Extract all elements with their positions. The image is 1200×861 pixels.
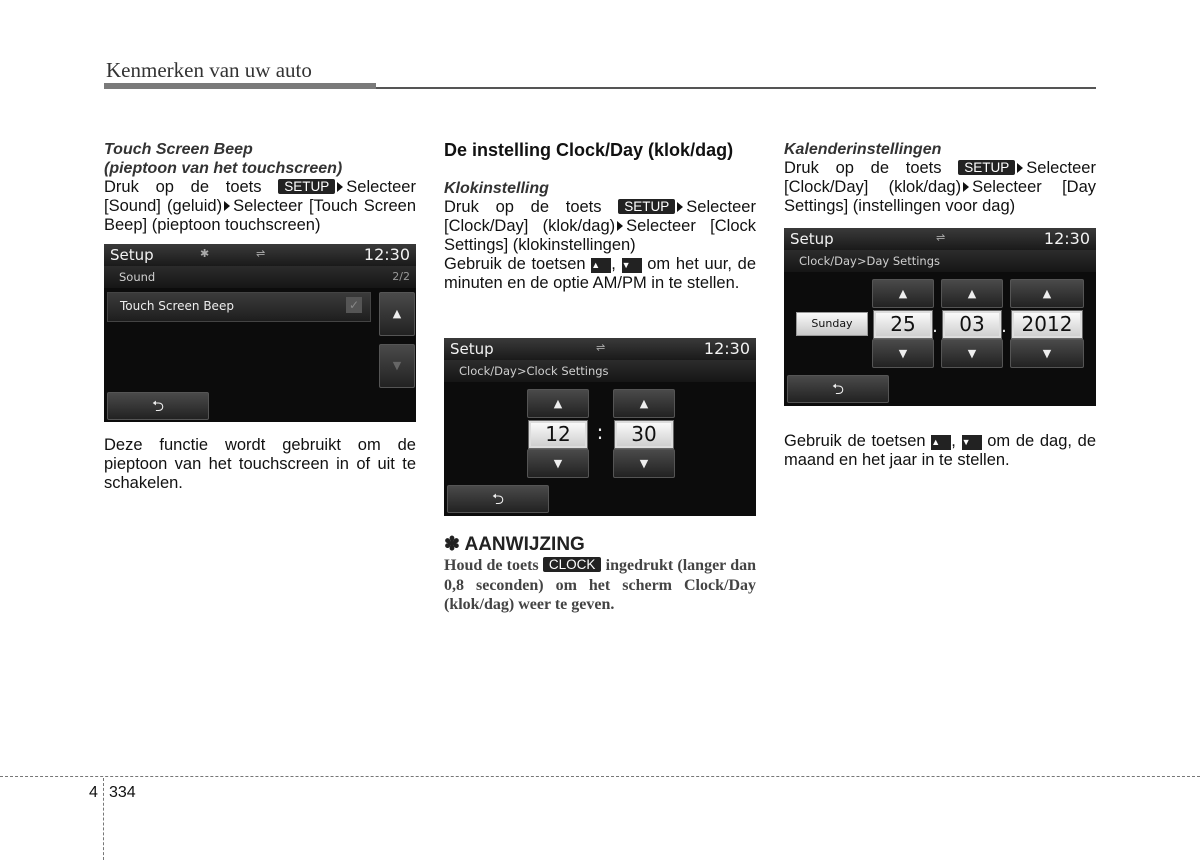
screen-titlebar: [784, 228, 1096, 250]
up-key-icon: ▲: [591, 258, 611, 273]
instruction-paragraph-2: Gebruik de toetsen ▲ , ▼ om het uur, de minuten en de optie AM/PM in te stellen.: [444, 255, 757, 292]
back-button[interactable]: [447, 485, 549, 513]
subheading-kalenderinstellingen: Kalenderinstellingen: [784, 141, 942, 158]
arrow-down-icon: ▼: [898, 347, 908, 360]
hour-down-button[interactable]: [527, 449, 589, 478]
text: Selecteer [Clock/Day] (klok/dag): [444, 198, 756, 235]
setup-key-badge: SETUP: [278, 179, 335, 194]
screen-breadcrumb: Sound: [119, 270, 156, 284]
arrow-up-icon: ▲: [553, 397, 563, 410]
page-indicator: 2/2: [392, 270, 410, 283]
arrow-down-icon: ▼: [392, 359, 402, 372]
setup-key-badge: SETUP: [618, 199, 675, 214]
page-header-title: Kenmerken van uw auto: [106, 58, 312, 82]
subheading-pieptoon: (pieptoon van het touchscreen): [104, 160, 343, 177]
screen-sound-setup: [104, 244, 416, 422]
date-separator: .: [1001, 316, 1007, 337]
note-text: [444, 556, 756, 615]
back-button[interactable]: [787, 375, 889, 403]
month-value[interactable]: 03: [943, 311, 1001, 338]
text: Gebruik de toetsen: [784, 432, 926, 450]
header-rule: [104, 83, 376, 89]
screen-clock: 12:30: [363, 245, 410, 264]
text: Druk op de toets: [104, 178, 262, 196]
text: Houd de toets: [444, 557, 539, 574]
arrow-right-icon: [617, 221, 623, 231]
arrow-up-icon: ▲: [639, 397, 649, 410]
text: Selecteer [Touch Screen Beep] (pieptoon touchscreen): [104, 197, 416, 234]
usb-icon: ⇌: [936, 231, 946, 244]
text: Druk op de toets: [444, 198, 602, 216]
year-down-button[interactable]: [1010, 339, 1084, 368]
instruction-paragraph: [444, 198, 756, 255]
subheading-touch-screen-beep: Touch Screen Beep: [104, 141, 253, 158]
setup-key-badge: SETUP: [958, 160, 1015, 175]
screen-clock: 12:30: [703, 339, 750, 358]
section-number: 4: [89, 784, 98, 801]
day-down-button[interactable]: [872, 339, 934, 368]
day-value[interactable]: 25: [874, 311, 932, 338]
arrow-down-icon: ▼: [639, 457, 649, 470]
year-up-button[interactable]: [1010, 279, 1084, 308]
subheading-klokinstelling: Klokinstelling: [444, 180, 549, 197]
header-rule-thin: [376, 87, 1096, 89]
screen-breadcrumb: Clock/Day>Day Settings: [799, 254, 940, 268]
arrow-down-icon: ▼: [1042, 347, 1052, 360]
arrow-up-icon: ▲: [898, 287, 908, 300]
arrow-down-icon: ▼: [967, 347, 977, 360]
text: Selecteer [Day Settings] (instellingen voor dag): [784, 178, 1096, 215]
screen-subbar: [444, 360, 756, 382]
instruction-paragraph: [104, 178, 416, 235]
arrow-right-icon: [224, 201, 230, 211]
column-clock-day: [444, 141, 756, 293]
column-touch-screen-beep: [104, 140, 416, 235]
note-title: ✽ AANWIJZING: [444, 534, 585, 555]
note-block: [444, 534, 756, 615]
screen-titlebar: [444, 338, 756, 360]
month-up-button[interactable]: [941, 279, 1003, 308]
date-separator: .: [932, 316, 938, 337]
screen-titlebar: [104, 244, 416, 266]
down-key-icon: ▼: [622, 258, 642, 273]
text: om het uur, de minuten en de optie AM/PM in te stellen.: [444, 255, 757, 292]
screen-day-settings: [784, 228, 1096, 406]
page-number: 334: [109, 784, 136, 801]
back-arrow-icon: ⮌: [491, 490, 504, 508]
clock-key-badge: CLOCK: [543, 557, 602, 572]
arrow-right-icon: [677, 202, 683, 212]
text: Druk op de toets: [784, 159, 942, 177]
hour-up-button[interactable]: [527, 389, 589, 418]
minute-down-button[interactable]: [613, 449, 675, 478]
text: Selecteer [Clock Settings] (klokinstellingen): [444, 217, 756, 254]
back-arrow-icon: ⮌: [151, 397, 164, 415]
screen-title: Setup: [790, 230, 834, 248]
arrow-right-icon: [963, 182, 969, 192]
text: Gebruik de toetsen: [444, 255, 586, 273]
instruction-paragraph: [784, 159, 1096, 216]
scroll-down-button[interactable]: [379, 344, 415, 388]
text: om de dag, de maand en het jaar in te stellen.: [784, 432, 1097, 469]
description-paragraph: Deze functie wordt gebruikt om de pieptoon van het touchscreen in of uit te schakelen.: [104, 436, 416, 492]
screen-subbar: [104, 266, 416, 288]
screen-clock: 12:30: [1043, 229, 1090, 248]
year-value[interactable]: 2012: [1012, 311, 1082, 338]
down-key-icon: ▼: [962, 435, 982, 450]
usb-icon: ⇌: [256, 247, 266, 260]
bluetooth-icon: ✱: [200, 247, 210, 260]
checkbox-check-icon[interactable]: ✓: [346, 297, 362, 313]
section-heading-clock-day: De instelling Clock/Day (klok/dag): [444, 140, 734, 160]
arrow-up-icon: ▲: [967, 287, 977, 300]
minute-up-button[interactable]: [613, 389, 675, 418]
time-separator: :: [596, 420, 604, 444]
minute-value[interactable]: 30: [615, 421, 673, 448]
footer-divider: [0, 776, 1200, 777]
back-arrow-icon: ⮌: [831, 380, 844, 398]
up-key-icon: ▲: [931, 435, 951, 450]
column-kalender: [784, 140, 1096, 216]
screen-title: Setup: [450, 340, 494, 358]
month-down-button[interactable]: [941, 339, 1003, 368]
touch-screen-beep-row[interactable]: [107, 292, 371, 322]
day-up-button[interactable]: [872, 279, 934, 308]
instruction-paragraph-2: Gebruik de toetsen ▲ , ▼ om de dag, de maand en het jaar in te stellen.: [784, 432, 1097, 469]
text: Selecteer [Sound] (geluid): [104, 178, 416, 215]
text: Selecteer [Clock/Day] (klok/dag): [784, 159, 1096, 196]
footer-vertical-divider: [103, 778, 104, 860]
arrow-up-icon: ▲: [392, 307, 402, 320]
screen-title: Setup: [110, 246, 154, 264]
screen-breadcrumb: Clock/Day>Clock Settings: [459, 364, 609, 378]
weekday-value[interactable]: Sunday: [796, 312, 868, 336]
row-label: Touch Screen Beep: [120, 299, 234, 313]
screen-subbar: [784, 250, 1096, 272]
back-button[interactable]: [107, 392, 209, 420]
hour-value[interactable]: 12: [529, 421, 587, 448]
arrow-up-icon: ▲: [1042, 287, 1052, 300]
arrow-right-icon: [337, 182, 343, 192]
text: ingedrukt (langer dan 0,8 seconden) om het scherm Clock/Day (klok/dag) weer te geven.: [444, 557, 757, 613]
screen-clock-settings: [444, 338, 756, 516]
usb-icon: ⇌: [596, 341, 606, 354]
scroll-up-button[interactable]: [379, 292, 415, 336]
arrow-right-icon: [1017, 163, 1023, 173]
arrow-down-icon: ▼: [553, 457, 563, 470]
